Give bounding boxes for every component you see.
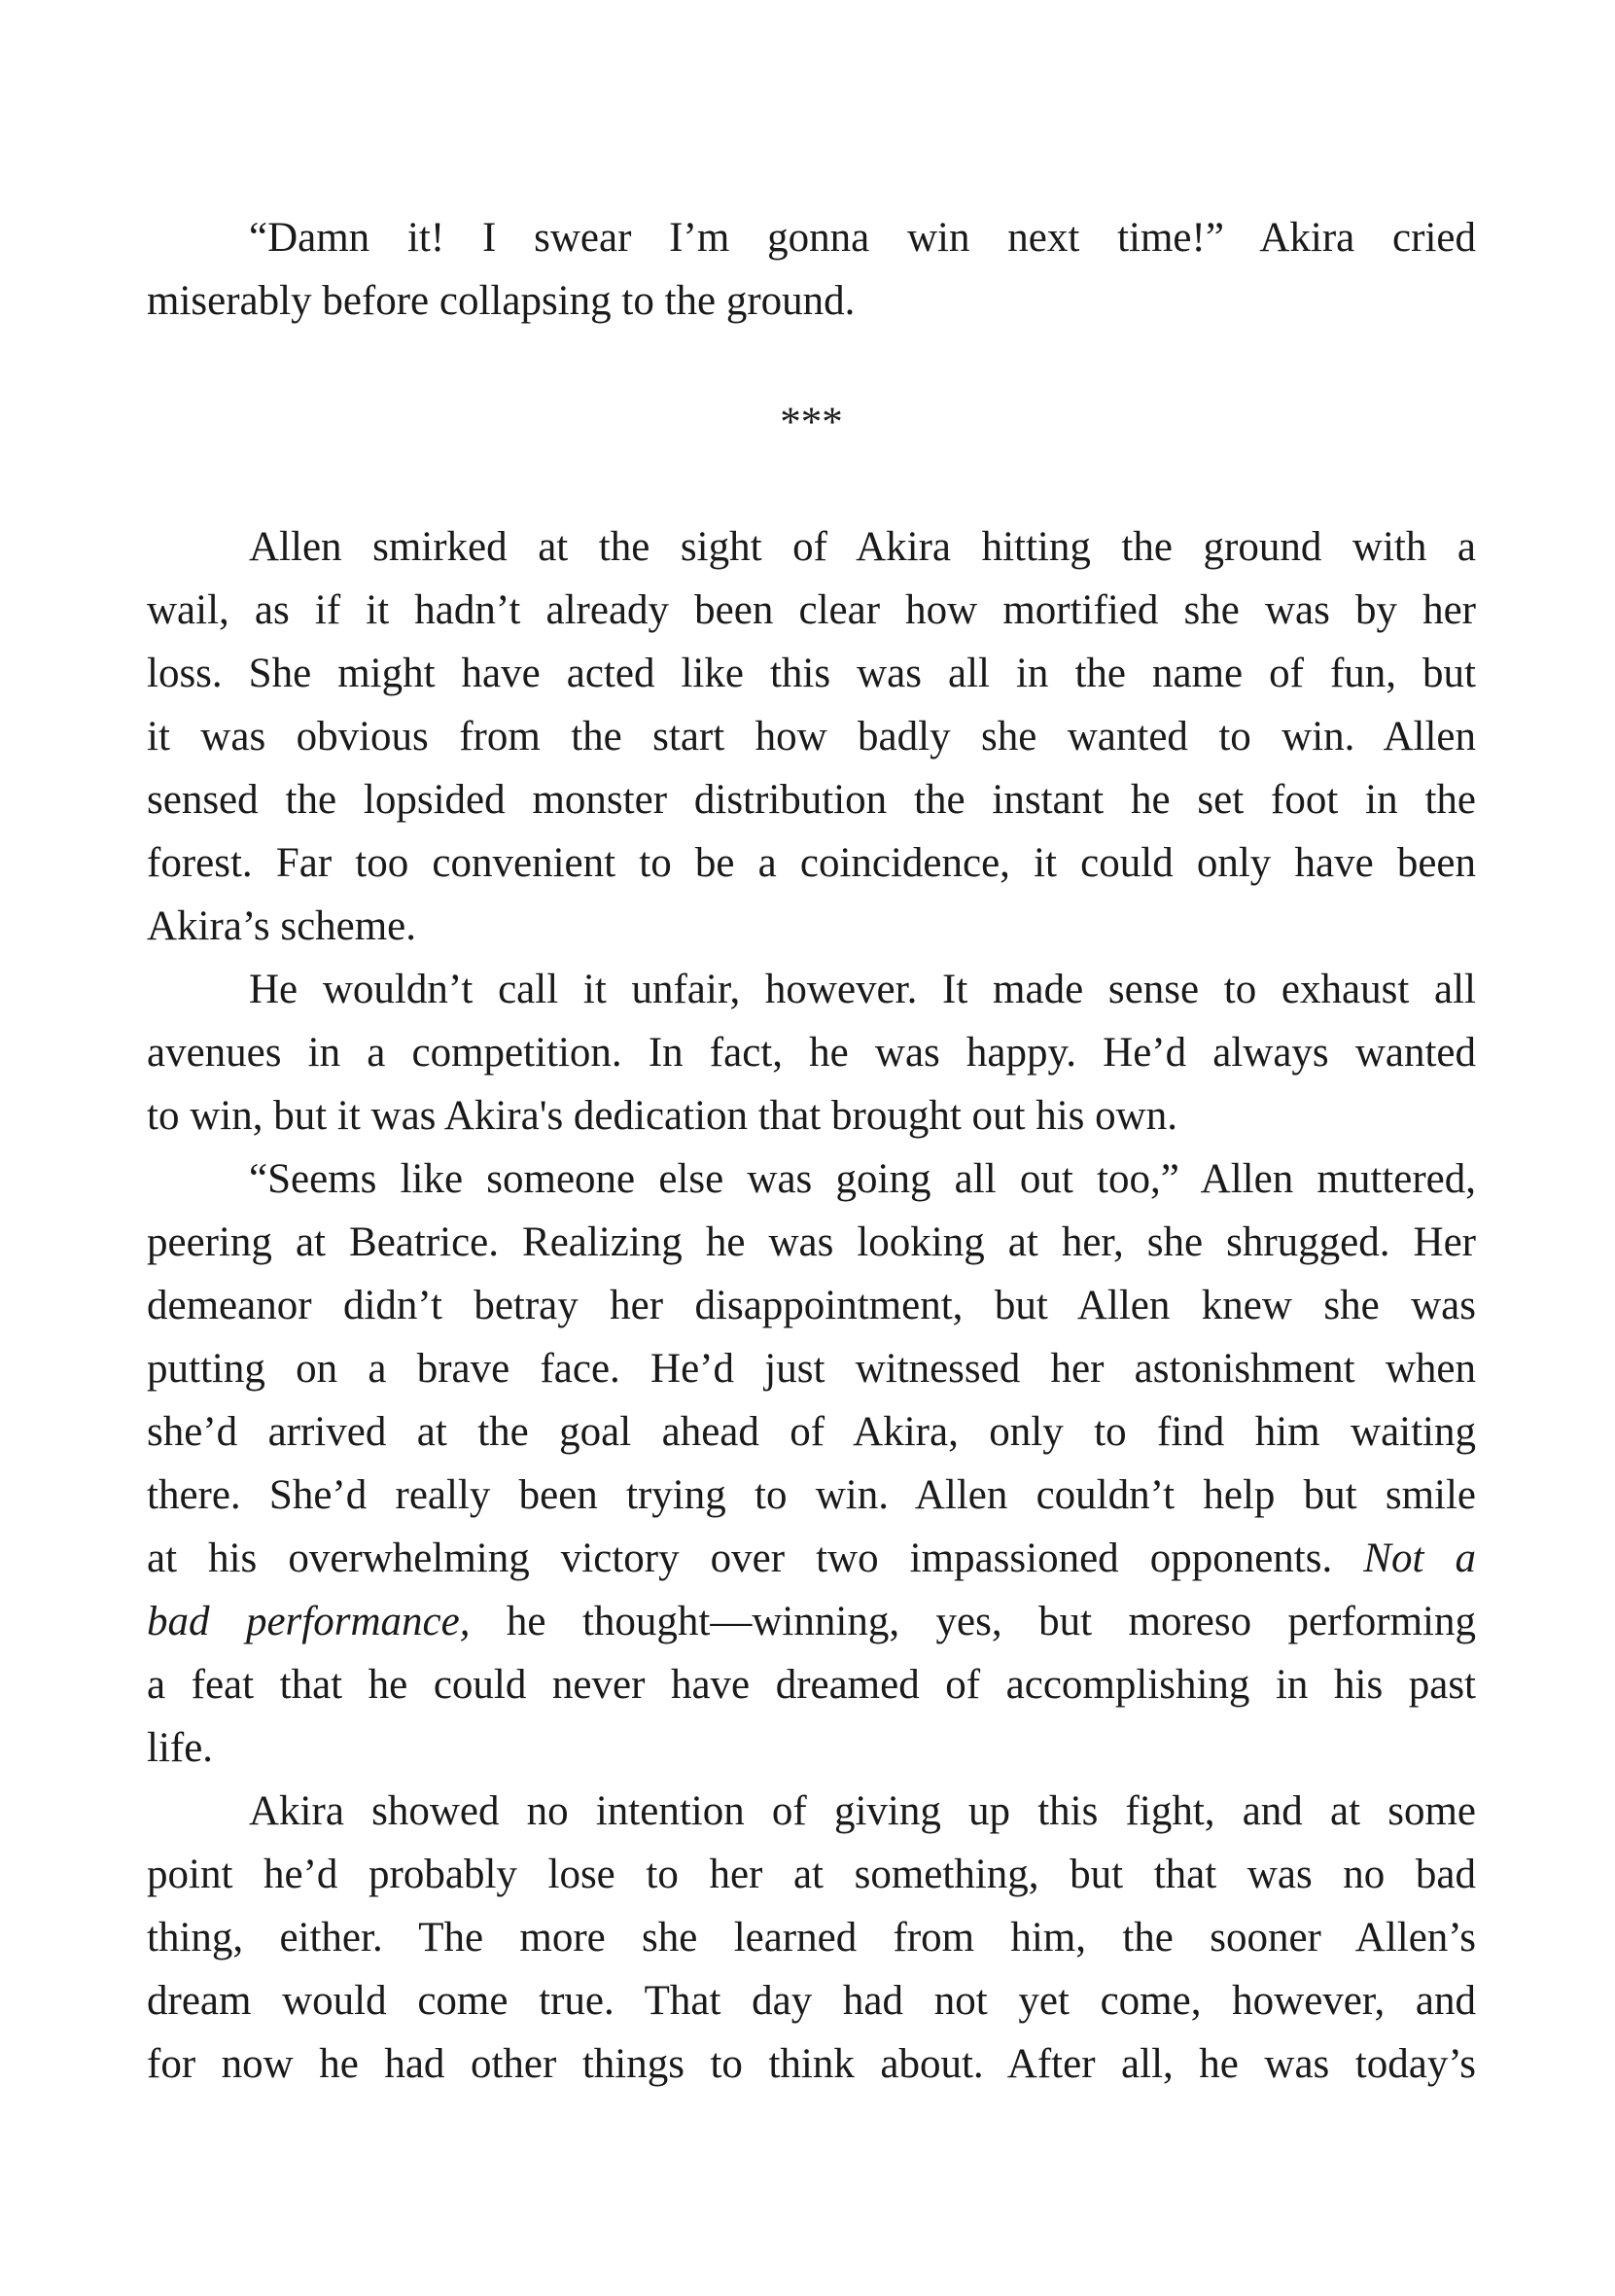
- text-line: [147, 642, 1476, 705]
- text-line: [147, 1590, 1476, 1653]
- text-run: he thought—winning, yes, but moreso performing: [470, 1599, 1476, 1644]
- text-line: [147, 768, 1476, 831]
- scene-break: ***: [780, 400, 843, 445]
- text-line: [147, 1464, 1476, 1527]
- paragraph: [147, 958, 1476, 1148]
- text-run: Allen smirked at the sight of Akira hitting the ground with a: [249, 524, 1476, 570]
- text-run: for now he had other things to think about. After all, he was today’s: [147, 2041, 1476, 2087]
- text-run: “Damn it! I swear I’m gonna win next time!” Akira cried: [249, 215, 1476, 261]
- text-run: there. She’d really been trying to win. Allen couldn’t help but smile: [147, 1472, 1476, 1518]
- text-line: [147, 1021, 1476, 1084]
- text-line: [147, 895, 1476, 958]
- italic-text: bad performance,: [147, 1599, 471, 1644]
- text-run: He wouldn’t call it unfair, however. It made sense to exhaust all: [249, 967, 1476, 1012]
- text-line: [147, 1274, 1476, 1337]
- text-run: “Seems like someone else was going all out too,” Allen muttered,: [249, 1156, 1476, 1202]
- text-line: [147, 1084, 1476, 1148]
- text-line: [147, 206, 1476, 269]
- text-run: putting on a brave face. He’d just witnessed her astonishment when: [147, 1346, 1476, 1392]
- text-run: it was obvious from the start how badly she wanted to win. Allen: [147, 714, 1476, 759]
- text-run: thing, either. The more she learned from him, the sooner Allen’s: [147, 1915, 1476, 1960]
- text-line: [147, 1969, 1476, 2032]
- paragraph: [147, 515, 1476, 958]
- text-run: sensed the lopsided monster distribution the instant he set foot in the: [147, 777, 1476, 823]
- text-run: miserably before collapsing to the ground.: [147, 278, 856, 324]
- text-line: [147, 1148, 1476, 1211]
- text-run: at his overwhelming victory over two impassioned opponents.: [147, 1536, 1364, 1581]
- text-line: [147, 515, 1476, 579]
- text-run: peering at Beatrice. Realizing he was looking at her, she shrugged. Her: [147, 1219, 1476, 1265]
- text-run: demeanor didn’t betray her disappointment, but Allen knew she was: [147, 1283, 1476, 1328]
- text-line: [147, 1780, 1476, 1843]
- text-line: [147, 1211, 1476, 1274]
- text-line: [147, 1337, 1476, 1400]
- text-line: [147, 1527, 1476, 1590]
- book-page-text: [147, 206, 1476, 2096]
- paragraph: [147, 206, 1476, 333]
- text-run: to win, but it was Akira's dedication that brought out his own.: [147, 1093, 1177, 1139]
- paragraph: [147, 1148, 1476, 1780]
- italic-text: Not a: [1363, 1536, 1476, 1581]
- text-line: [147, 1906, 1476, 1969]
- text-run: avenues in a competition. In fact, he was happy. He’d always wanted: [147, 1030, 1476, 1076]
- text-line: [147, 831, 1476, 895]
- text-line: [147, 269, 1476, 333]
- text-run: Akira showed no intention of giving up this fight, and at some: [249, 1788, 1476, 1834]
- text-run: point he’d probably lose to her at something, but that was no bad: [147, 1852, 1476, 1897]
- text-line: [147, 705, 1476, 768]
- text-run: a feat that he could never have dreamed of accomplishing in his past: [147, 1662, 1476, 1708]
- text-line: [147, 1716, 1476, 1780]
- text-run: wail, as if it hadn’t already been clear how mortified she was by her: [147, 587, 1476, 633]
- text-run: loss. She might have acted like this was all in the name of fun, but: [147, 651, 1476, 696]
- text-line: [147, 958, 1476, 1021]
- text-line: [147, 579, 1476, 642]
- text-run: Akira’s scheme.: [147, 903, 417, 949]
- text-line: [147, 1843, 1476, 1906]
- text-line: [147, 2032, 1476, 2096]
- text-line: [147, 1400, 1476, 1464]
- paragraph: [147, 1780, 1476, 2096]
- text-run: life.: [147, 1725, 214, 1771]
- text-run: forest. Far too convenient to be a coincidence, it could only have been: [147, 840, 1476, 886]
- text-line: [147, 1653, 1476, 1716]
- text-run: dream would come true. That day had not yet come, however, and: [147, 1978, 1476, 2024]
- text-run: she’d arrived at the goal ahead of Akira, only to find him waiting: [147, 1409, 1476, 1455]
